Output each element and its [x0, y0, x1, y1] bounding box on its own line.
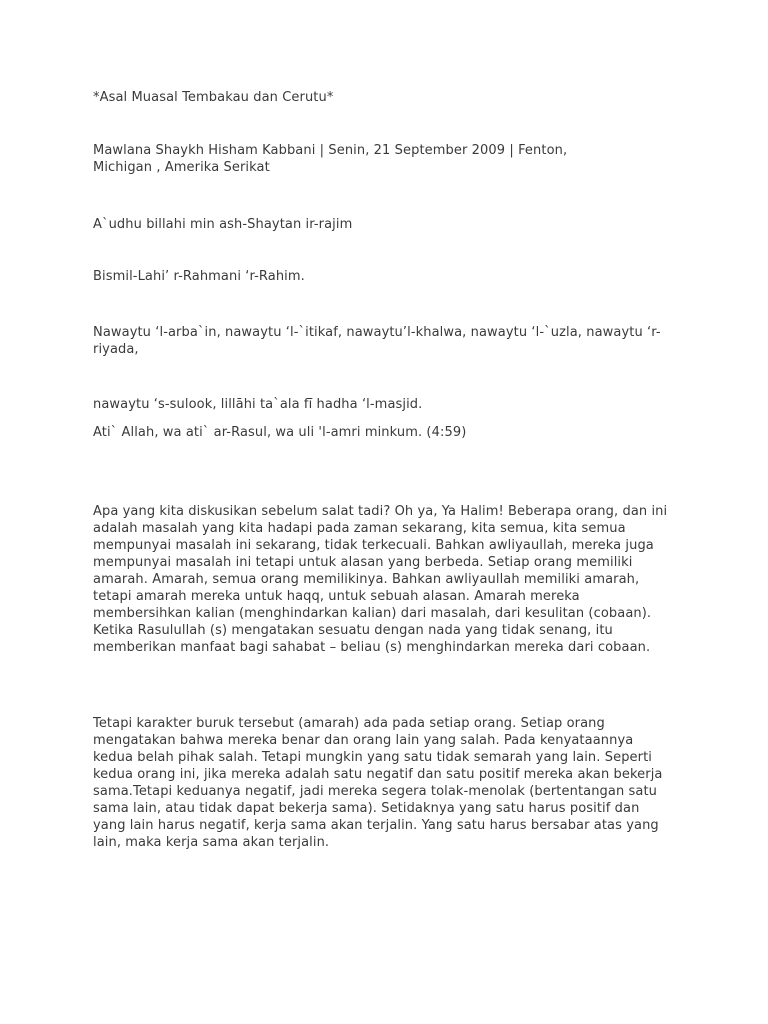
- byline: Mawlana Shaykh Hisham Kabbani | Senin, 21 September 2009 | Fenton, Michigan , Amerika Serikat: [93, 143, 568, 175]
- line-nawaytu-2: nawaytu ‘s-sulook, lillāhi ta`ala fī hadha ‘l-masjid.: [93, 397, 423, 412]
- paragraph-2: Tetapi karakter buruk tersebut (amarah) ada pada setiap orang. Setiap orang mengatakan bahwa mereka benar dan orang lain yang salah. Pada kenyataannya kedua belah pihak salah. Tetapi mungkin yang satu tidak semarah yang lain. Seperti kedua orang ini, jika mereka adalah satu negatif dan satu positif mereka akan bekerja sama.Tetapi keduanya negatif, jadi mereka segera tolak-menolak (bertentangan satu sama lain, atau tidak dapat bekerja sama). Setidaknya yang satu harus positif dan yang lain harus negatif, kerja sama akan terjalin. Yang satu harus bersabar atas yang lain, maka kerja sama akan terjalin.: [93, 716, 663, 850]
- line-ati: Ati` Allah, wa ati` ar-Rasul, wa uli 'l-amri minkum. (4:59): [93, 425, 467, 440]
- paragraph-1: Apa yang kita diskusikan sebelum salat tadi? Oh ya, Ya Halim! Beberapa orang, dan ini adalah masalah yang kita hadapi pada zaman sekarang, kita semua, kita semua mempunyai masalah ini sekarang, tidak terkecuali. Bahkan awliyaullah, mereka juga mempunyai masalah ini tetapi untuk alasan yang berbeda. Setiap orang memiliki amarah. Amarah, semua orang memilikinya. Bahkan awliyaullah memiliki amarah, tetapi amarah mereka untuk haqq, untuk sebuah alasan. Amarah mereka membersihkan kalian (menghindarkan kalian) dari masalah, dari kesulitan (cobaan). Ketika Rasulullah (s) mengatakan sesuatu dengan nada yang tidak senang, itu memberikan manfaat bagi sahabat – beliau (s) menghindarkan mereka dari cobaan.: [93, 504, 668, 655]
- line-audhu: A`udhu billahi min ash-Shaytan ir-rajim: [93, 217, 353, 232]
- line-nawaytu-1: Nawaytu ‘l-arba`in, nawaytu ‘l-`itikaf, nawaytu’l-khalwa, nawaytu ‘l-`uzla, nawaytu ‘r-riyada,: [93, 325, 661, 357]
- document-title: *Asal Muasal Tembakau dan Cerutu*: [93, 90, 334, 105]
- line-bismillah: Bismil-Lahi’ r-Rahmani ‘r-Rahim.: [93, 269, 305, 284]
